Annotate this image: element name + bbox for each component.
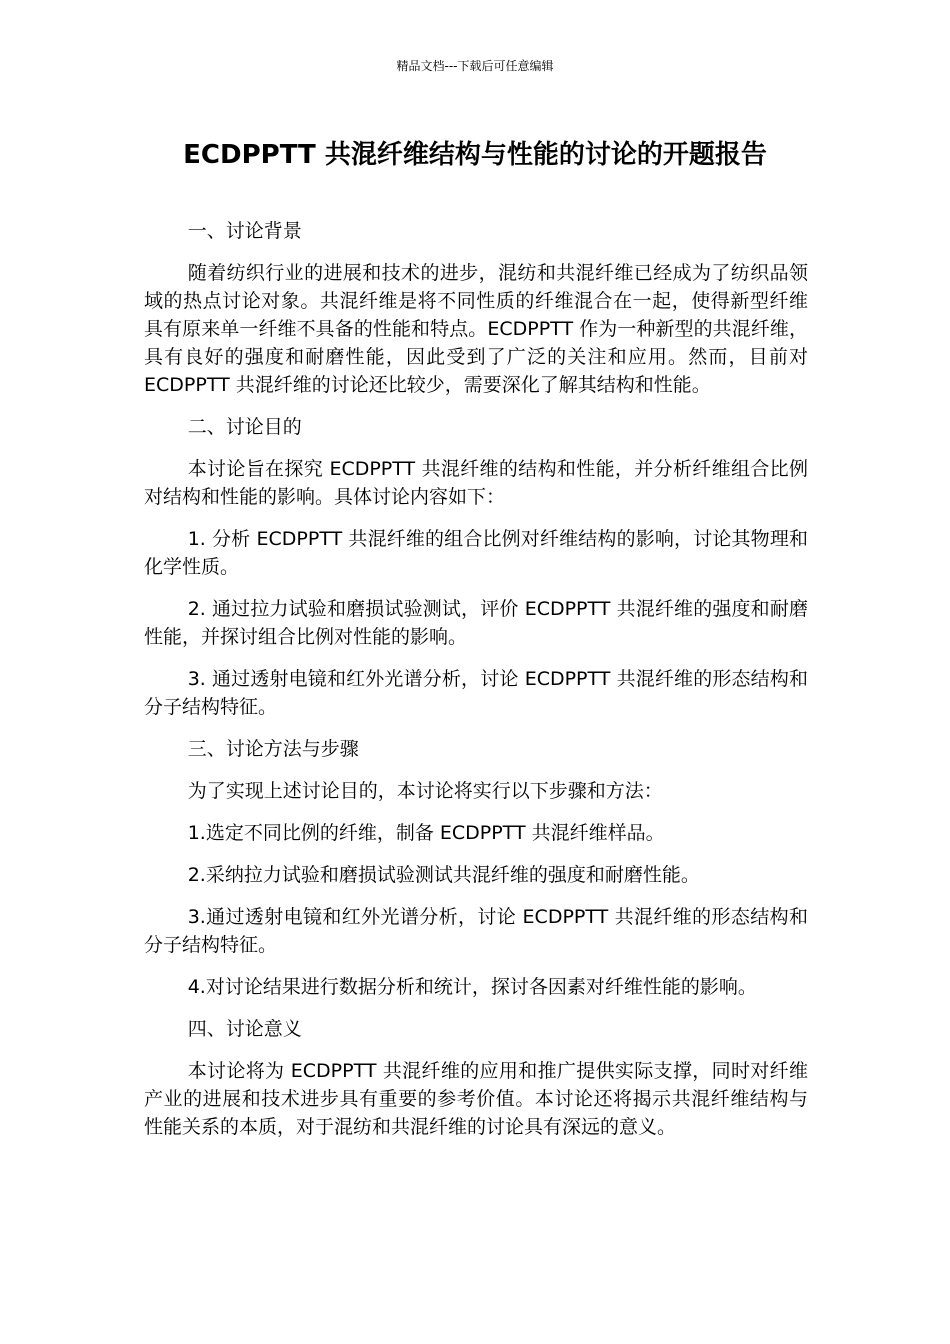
paragraph-significance: 本讨论将为 ECDPPTT 共混纤维的应用和推广提供实际支撑，同时对纤维产业的进展和技术进步具有重要的参考价值。本讨论还将揭示共混纤维结构与性能关系的本质，对于混纺和共混纤维的讨论具有深远的意义。 bbox=[144, 1060, 808, 1138]
method-step-4: 4.对讨论结果进行数据分析和统计，探讨各因素对纤维性能的影响。 bbox=[187, 976, 757, 998]
purpose-item-1: 1. 分析 ECDPPTT 共混纤维的组合比例对纤维结构的影响，讨论其物理和化学性质。 bbox=[144, 528, 808, 578]
section-heading-purpose: 二、讨论目的 bbox=[187, 416, 302, 438]
method-step-1: 1.选定不同比例的纤维，制备 ECDPPTT 共混纤维样品。 bbox=[187, 822, 665, 844]
method-step-3: 3.通过透射电镜和红外光谱分析，讨论 ECDPPTT 共混纤维的形态结构和分子结构特征。 bbox=[144, 906, 808, 956]
document-body bbox=[144, 217, 808, 1155]
purpose-item-3: 3. 通过透射电镜和红外光谱分析，讨论 ECDPPTT 共混纤维的形态结构和分子结构特征。 bbox=[144, 668, 808, 718]
paragraph-background: 随着纺织行业的进展和技术的进步，混纺和共混纤维已经成为了纺织品领域的热点讨论对象。共混纤维是将不同性质的纤维混合在一起，使得新型纤维具有原来单一纤维不具备的性能和特点。ECDPPTT 作为一种新型的共混纤维，具有良好的强度和耐磨性能，因此受到了广泛的关注和应用。然而，目前对 ECDPPTT 共混纤维的讨论还比较少，需要深化了解其结构和性能。 bbox=[144, 262, 808, 396]
section-heading-significance: 四、讨论意义 bbox=[187, 1018, 302, 1040]
method-step-2: 2.采纳拉力试验和磨损试验测试共混纤维的强度和耐磨性能。 bbox=[187, 864, 700, 886]
paragraph-purpose: 本讨论旨在探究 ECDPPTT 共混纤维的结构和性能，并分析纤维组合比例对结构和性能的影响。具体讨论内容如下： bbox=[144, 458, 808, 508]
header-note: 精品文档---下载后可任意编辑 bbox=[396, 59, 554, 73]
section-heading-background: 一、讨论背景 bbox=[187, 220, 302, 242]
section-heading-methods: 三、讨论方法与步骤 bbox=[187, 738, 359, 760]
paragraph-methods: 为了实现上述讨论目的，本讨论将实行以下步骤和方法： bbox=[187, 780, 663, 802]
purpose-item-2: 2. 通过拉力试验和磨损试验测试，评价 ECDPPTT 共混纤维的强度和耐磨性能，并探讨组合比例对性能的影响。 bbox=[144, 598, 808, 648]
document-title: ECDPPTT 共混纤维结构与性能的讨论的开题报告 bbox=[183, 140, 767, 170]
